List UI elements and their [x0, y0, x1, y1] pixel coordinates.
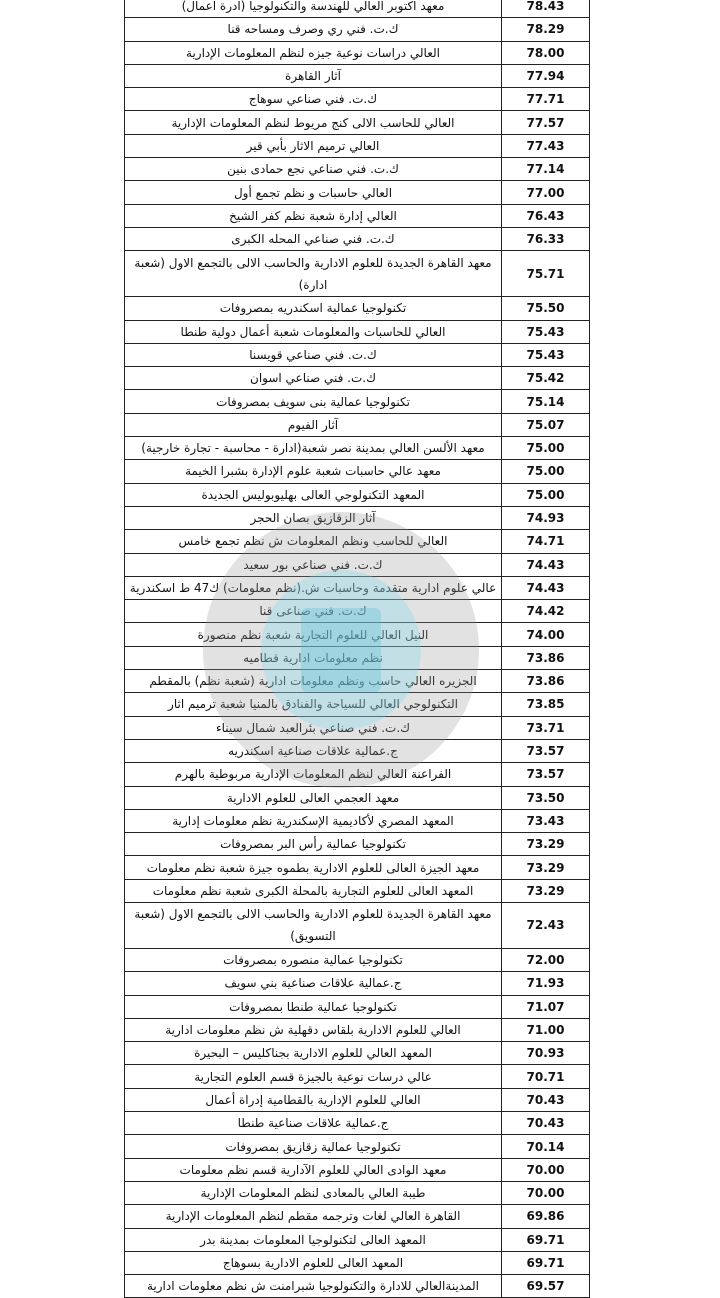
table-row — [125, 786, 590, 809]
table-row — [125, 530, 590, 553]
table-row — [125, 390, 590, 413]
table-row — [125, 204, 590, 227]
institute-name-cell: معهد الألسن العالي بمدينة نصر شعبة(ادارة - محاسبة - تجارة خارجية) — [125, 437, 502, 460]
table-row — [125, 251, 590, 297]
table-row — [125, 833, 590, 856]
table-row — [125, 693, 590, 716]
min-score-cell: 69.86 — [502, 1205, 590, 1228]
table-row — [125, 576, 590, 599]
table-row — [125, 1228, 590, 1251]
min-score-cell: 75.00 — [502, 460, 590, 483]
min-score-cell: 77.00 — [502, 181, 590, 204]
min-score-cell: 69.57 — [502, 1275, 590, 1298]
min-score-cell: 73.57 — [502, 763, 590, 786]
min-score-cell: 70.43 — [502, 1088, 590, 1111]
table-row — [125, 320, 590, 343]
min-score-cell: 73.43 — [502, 809, 590, 832]
table-row — [125, 1018, 590, 1041]
table-row — [125, 739, 590, 762]
institute-name-cell: تكنولوجيا عمالية رأس البر بمصروفات — [125, 833, 502, 856]
institute-name-cell: معهد الجيزة العالى للعلوم الادارية بطموه جيزة شعبة نظم معلومات — [125, 856, 502, 879]
results-table-body — [125, 0, 590, 1298]
table-row — [125, 41, 590, 64]
table-row — [125, 367, 590, 390]
table-row — [125, 902, 590, 948]
institute-name-cell: معهد الوادى العالي للعلوم الآدارية قسم نظم معلومات — [125, 1158, 502, 1181]
min-score-cell: 71.00 — [502, 1018, 590, 1041]
table-row — [125, 413, 590, 436]
institute-name-cell: النيل العالي للعلوم التجارية شعبة نظم منصورة — [125, 623, 502, 646]
institute-name-cell: العالي للحاسب الالى كنج مريوط لنظم المعلومات الإدارية — [125, 111, 502, 134]
table-row — [125, 1135, 590, 1158]
table-row — [125, 227, 590, 250]
institute-name-cell: العالي للعلوم الإدارية بالقطامية إدراة أعمال — [125, 1088, 502, 1111]
institute-name-cell: ج.عمالية علاقات صناعية بني سويف — [125, 972, 502, 995]
institute-name-cell: المعهد التكنولوجي العالى بهليوبوليس الجديدة — [125, 483, 502, 506]
table-row — [125, 1112, 590, 1135]
institute-name-cell: ك.ت. فني صناعي بور سعيد — [125, 553, 502, 576]
institute-name-cell: العالي للحاسبات والمعلومات شعبة أعمال دولية طنطا — [125, 320, 502, 343]
institute-name-cell: العالي ترميم الاثار بأبي قير — [125, 134, 502, 157]
institute-name-cell: العالي للحاسب ونظم المعلومات ش نظم تجمع خامس — [125, 530, 502, 553]
min-score-cell: 73.86 — [502, 670, 590, 693]
min-score-cell: 75.43 — [502, 320, 590, 343]
institute-name-cell: ك.ت. فني صناعي سوهاج — [125, 88, 502, 111]
institute-name-cell: المعهد العالى لتكنولوجيا المعلومات بمدينة بدر — [125, 1228, 502, 1251]
table-row — [125, 972, 590, 995]
min-score-cell: 69.71 — [502, 1228, 590, 1251]
results-table — [124, 0, 590, 1298]
min-score-cell: 75.71 — [502, 251, 590, 297]
table-row — [125, 716, 590, 739]
table-row — [125, 1065, 590, 1088]
table-row — [125, 460, 590, 483]
min-score-cell: 73.86 — [502, 646, 590, 669]
table-row — [125, 437, 590, 460]
min-score-cell: 77.14 — [502, 158, 590, 181]
institute-name-cell: عالي علوم ادارية متقدمة وحاسبات ش.(نظم معلومات) ك47 ط اسكندرية — [125, 576, 502, 599]
institute-name-cell: ك.ت. فني ري وصرف ومساحه قنا — [125, 18, 502, 41]
min-score-cell: 70.43 — [502, 1112, 590, 1135]
table-row — [125, 64, 590, 87]
min-score-cell: 78.29 — [502, 18, 590, 41]
institute-name-cell: معهد القاهرة الجديدة للعلوم الادارية والحاسب الالى بالتجمع الاول (شعبة ادارة) — [125, 251, 502, 297]
institute-name-cell: العالي إدارة شعبة نظم كفر الشيخ — [125, 204, 502, 227]
institute-name-cell: ك.ت. فني صناعي نجع حمادى بنين — [125, 158, 502, 181]
min-score-cell: 72.00 — [502, 948, 590, 971]
table-row — [125, 18, 590, 41]
min-score-cell: 77.71 — [502, 88, 590, 111]
min-score-cell: 75.43 — [502, 343, 590, 366]
min-score-cell: 73.29 — [502, 833, 590, 856]
min-score-cell: 70.00 — [502, 1181, 590, 1204]
institute-name-cell: العالي دراسات نوعية جيزه لنظم المعلومات الإدارية — [125, 41, 502, 64]
institute-name-cell: ك.ت. فني صناعي اسوان — [125, 367, 502, 390]
table-row — [125, 763, 590, 786]
institute-name-cell: العالي للعلوم الادارية بلقاس دقهلية ش نظم معلومات ادارية — [125, 1018, 502, 1041]
min-score-cell: 74.43 — [502, 576, 590, 599]
table-row — [125, 623, 590, 646]
institute-name-cell: آثار الزقازيق بصان الحجر — [125, 506, 502, 529]
institute-name-cell: ج.عمالية علاقات صناعية طنطا — [125, 1112, 502, 1135]
table-row — [125, 1275, 590, 1298]
institute-name-cell: معهد اكتوبر العالي للهندسة والتكنولوجيا (ادرة اعمال) — [125, 0, 502, 18]
institute-name-cell: المعهد المصري لأكاديمية الإسكندرية نظم معلومات إدارية — [125, 809, 502, 832]
min-score-cell: 77.94 — [502, 64, 590, 87]
institute-name-cell: الفراعنة العالي لنظم المعلومات الإدارية مربوطية بالهرم — [125, 763, 502, 786]
min-score-cell: 73.50 — [502, 786, 590, 809]
min-score-cell: 78.43 — [502, 0, 590, 18]
min-score-cell: 75.00 — [502, 437, 590, 460]
institute-name-cell: معهد العجمي العالى للعلوم الادارية — [125, 786, 502, 809]
table-row — [125, 181, 590, 204]
table-row — [125, 856, 590, 879]
table-row — [125, 1088, 590, 1111]
institute-name-cell: آثار القاهرة — [125, 64, 502, 87]
institute-name-cell: تكنولوجيا عمالية اسكندريه بمصروفات — [125, 297, 502, 320]
institute-name-cell: تكنولوجيا عمالية بنى سويف بمصروفات — [125, 390, 502, 413]
institute-name-cell: معهد القاهرة الجديدة للعلوم الادارية والحاسب الالى بالتجمع الاول (شعبة التسويق) — [125, 902, 502, 948]
table-row — [125, 995, 590, 1018]
table-row — [125, 670, 590, 693]
min-score-cell: 75.14 — [502, 390, 590, 413]
table-row — [125, 483, 590, 506]
min-score-cell: 74.71 — [502, 530, 590, 553]
institute-name-cell: طيبة العالي بالمعادى لنظم المعلومات الإدارية — [125, 1181, 502, 1204]
min-score-cell: 70.00 — [502, 1158, 590, 1181]
institute-name-cell: تكنولوجيا عمالية طنطا بمصروفات — [125, 995, 502, 1018]
table-row — [125, 553, 590, 576]
table-row — [125, 506, 590, 529]
min-score-cell: 69.71 — [502, 1251, 590, 1274]
institute-name-cell: المدينةالعالي للادارة والتكنولوجيا شبرامنت ش نظم معلومات ادارية — [125, 1275, 502, 1298]
institute-name-cell: التكنولوجي العالي للسياحة والفنادق بالمنيا شعبة ترميم اثار — [125, 693, 502, 716]
institute-name-cell: ج.عمالية علاقات صناعية اسكندريه — [125, 739, 502, 762]
table-row — [125, 0, 590, 18]
institute-name-cell: تكنولوجيا عمالية زقازيق بمصروفات — [125, 1135, 502, 1158]
table-row — [125, 343, 590, 366]
min-score-cell: 75.50 — [502, 297, 590, 320]
min-score-cell: 76.33 — [502, 227, 590, 250]
min-score-cell: 73.71 — [502, 716, 590, 739]
institute-name-cell: الجزيره العالي حاسب ونظم معلومات ادارية (شعبة نظم) بالمقطم — [125, 670, 502, 693]
min-score-cell: 75.42 — [502, 367, 590, 390]
institute-name-cell: آثار الفيوم — [125, 413, 502, 436]
table-row — [125, 1042, 590, 1065]
min-score-cell: 71.07 — [502, 995, 590, 1018]
institute-name-cell: معهد عالي حاسبات شعبة علوم الإدارة بشبرا الخيمة — [125, 460, 502, 483]
table-row — [125, 111, 590, 134]
min-score-cell: 74.93 — [502, 506, 590, 529]
min-score-cell: 74.43 — [502, 553, 590, 576]
min-score-cell: 74.00 — [502, 623, 590, 646]
min-score-cell: 73.29 — [502, 856, 590, 879]
min-score-cell: 77.57 — [502, 111, 590, 134]
min-score-cell: 71.93 — [502, 972, 590, 995]
table-row — [125, 1158, 590, 1181]
institute-name-cell: ك.ت. فني صناعي بئرالعبد شمال سيناء — [125, 716, 502, 739]
min-score-cell: 72.43 — [502, 902, 590, 948]
table-row — [125, 158, 590, 181]
table-row — [125, 1205, 590, 1228]
min-score-cell: 76.43 — [502, 204, 590, 227]
table-row — [125, 948, 590, 971]
min-score-cell: 73.85 — [502, 693, 590, 716]
min-score-cell: 70.14 — [502, 1135, 590, 1158]
min-score-cell: 77.43 — [502, 134, 590, 157]
table-row — [125, 809, 590, 832]
table-row — [125, 134, 590, 157]
min-score-cell: 75.07 — [502, 413, 590, 436]
min-score-cell: 75.00 — [502, 483, 590, 506]
min-score-cell: 73.57 — [502, 739, 590, 762]
min-score-cell: 73.29 — [502, 879, 590, 902]
institute-name-cell: عالي درسات نوعية بالجيزة قسم العلوم التجارية — [125, 1065, 502, 1088]
min-score-cell: 78.00 — [502, 41, 590, 64]
institute-name-cell: المعهد العالي للعلوم الادارية بجناكليس – البحيرة — [125, 1042, 502, 1065]
institute-name-cell: المعهد العالى للعلوم الادارية بسوهاج — [125, 1251, 502, 1274]
institute-name-cell: تكنولوجيا عمالية منصوره بمصروفات — [125, 948, 502, 971]
institute-name-cell: القاهرة العالي لغات وترجمه مقطم لنظم المعلومات الإدارية — [125, 1205, 502, 1228]
institute-name-cell: ك.ت. فني صناعى قنا — [125, 600, 502, 623]
table-row — [125, 297, 590, 320]
table-row — [125, 88, 590, 111]
institute-name-cell: العالي حاسبات و نظم تجمع أول — [125, 181, 502, 204]
table-row — [125, 879, 590, 902]
institute-name-cell: ك.ت. فني صناعي المحله الكبرى — [125, 227, 502, 250]
institute-name-cell: المعهد العالى للعلوم التجارية بالمحلة الكبرى شعبة نظم معلومات — [125, 879, 502, 902]
min-score-cell: 74.42 — [502, 600, 590, 623]
min-score-cell: 70.93 — [502, 1042, 590, 1065]
table-row — [125, 600, 590, 623]
table-row — [125, 646, 590, 669]
institute-name-cell: ك.ت. فني صناعي قويسنا — [125, 343, 502, 366]
min-score-cell: 70.71 — [502, 1065, 590, 1088]
institute-name-cell: نظم معلومات ادارية قطاميه — [125, 646, 502, 669]
table-row — [125, 1251, 590, 1274]
table-row — [125, 1181, 590, 1204]
